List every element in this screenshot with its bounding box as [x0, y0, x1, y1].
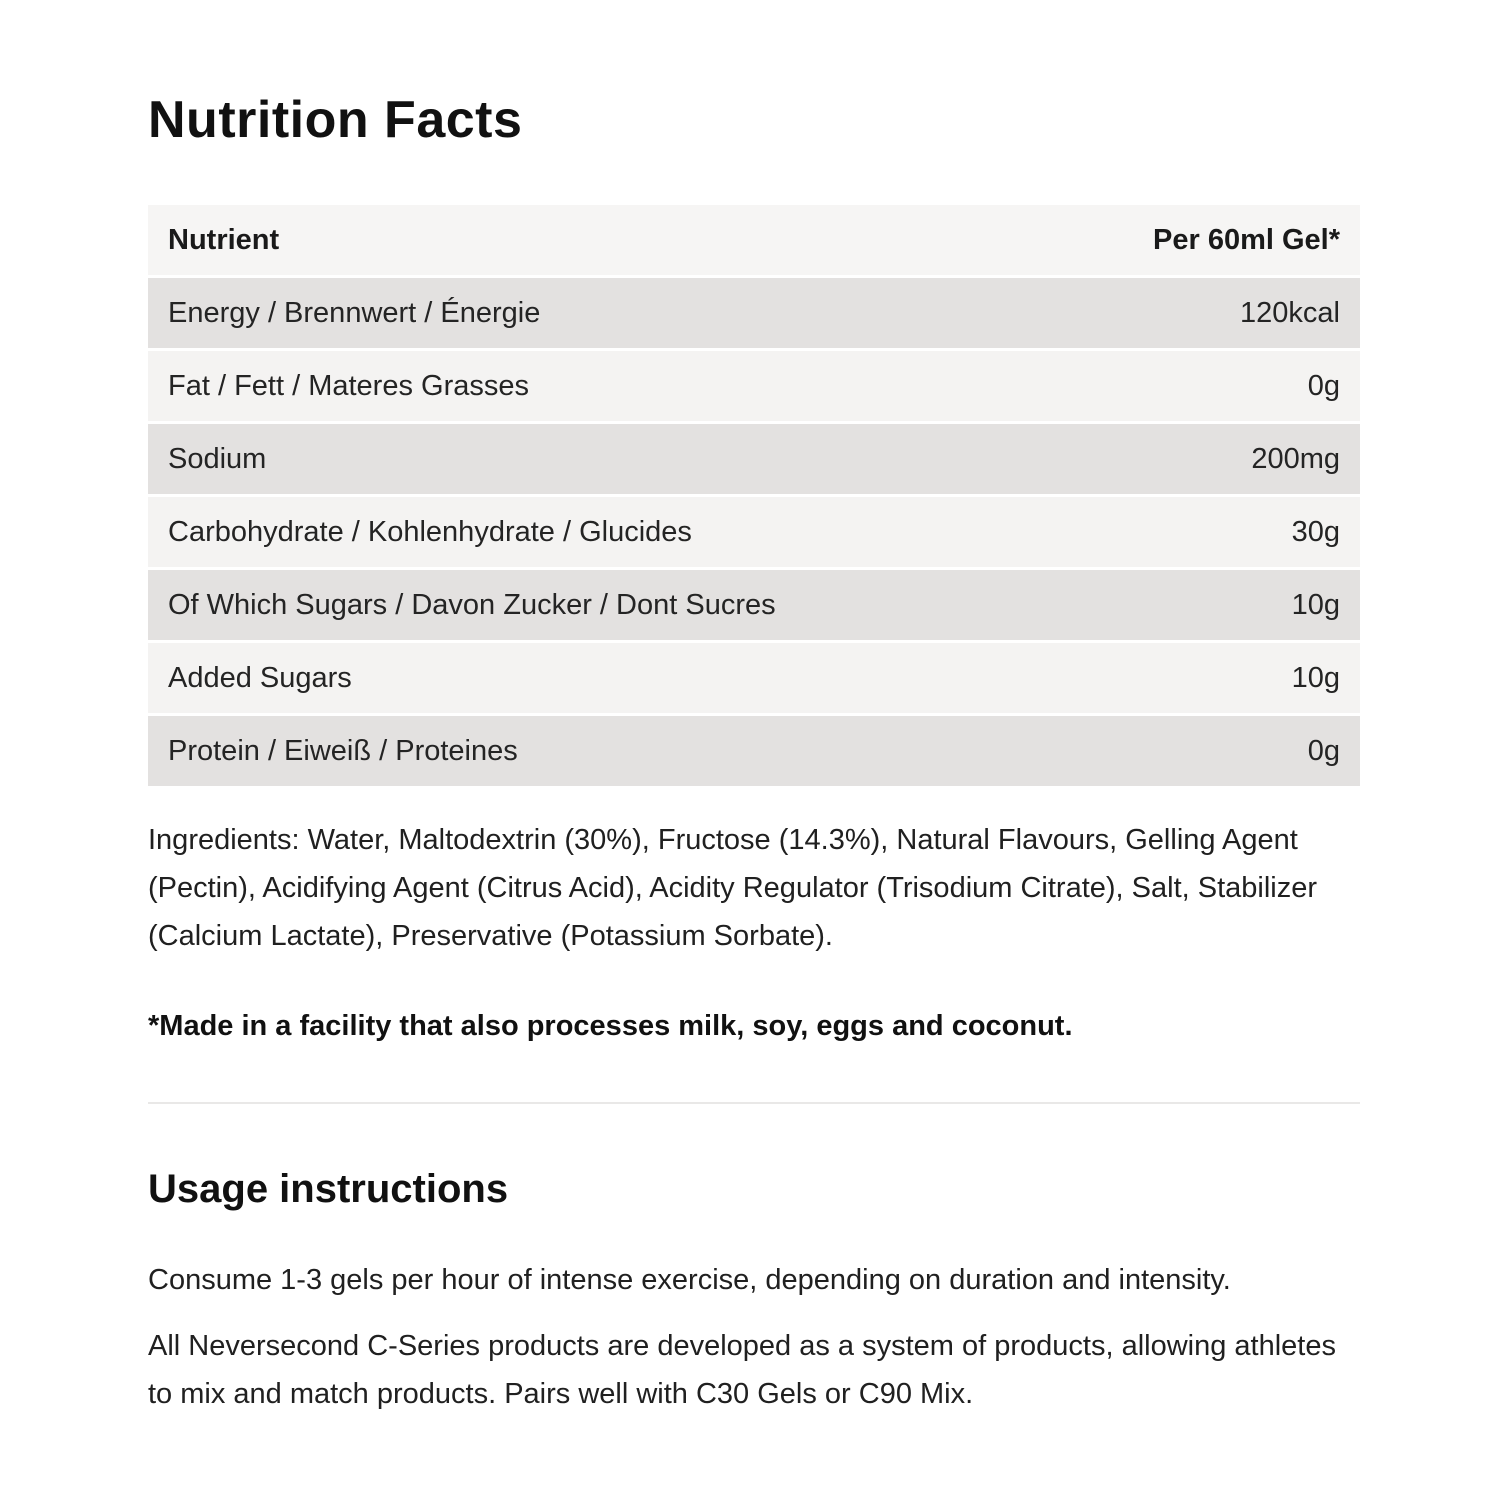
table-row-carbohydrate	[148, 497, 1360, 567]
table-row-added-sugars	[148, 643, 1360, 713]
usage-paragraph-cseries: All Neversecond C-Series products are developed as a system of products, allowing athletes to mix and match products. Pairs well with C30 Gels or C90 Mix.	[148, 1330, 1336, 1411]
table-row-sodium	[148, 424, 1360, 494]
row-label: Of Which Sugars / Davon Zucker / Dont Sucres	[168, 588, 776, 621]
usage-paragraph-consume: Consume 1-3 gels per hour of intense exercise, depending on duration and intensity.	[148, 1264, 1231, 1297]
row-value: 10g	[1291, 661, 1340, 694]
ingredients-text: Ingredients: Water, Maltodextrin (30%), Fructose (14.3%), Natural Flavours, Gelling Agent (Pectin), Acidifying Agent (Citrus Acid), Acidity Regulator (Trisodium Citrate), Salt, Stabilizer (Calcium Lactate), Preservative (Potassium Sorbate).	[148, 824, 1318, 953]
allergen-note: *Made in a facility that also processes milk, soy, eggs and coconut.	[148, 1010, 1073, 1043]
row-label: Protein / Eiweiß / Proteines	[168, 734, 518, 767]
row-value: 30g	[1291, 515, 1340, 548]
table-header-row	[148, 205, 1360, 275]
section-divider	[148, 1102, 1360, 1104]
row-label: Added Sugars	[168, 661, 352, 694]
nutrition-table	[148, 205, 1360, 786]
column-header-amount: Per 60ml Gel*	[1153, 223, 1340, 256]
column-header-nutrient: Nutrient	[168, 223, 280, 256]
row-value: 120kcal	[1240, 296, 1340, 329]
nutrition-facts-title: Nutrition Facts	[148, 91, 523, 149]
row-value: 10g	[1291, 588, 1340, 621]
row-value: 0g	[1307, 734, 1340, 767]
table-row-protein	[148, 716, 1360, 786]
row-label: Sodium	[168, 442, 267, 475]
row-label: Carbohydrate / Kohlenhydrate / Glucides	[168, 515, 692, 548]
row-label: Fat / Fett / Materes Grasses	[168, 369, 529, 402]
row-value: 0g	[1307, 369, 1340, 402]
table-row-energy	[148, 278, 1360, 348]
row-label: Energy / Brennwert / Énergie	[168, 296, 541, 329]
table-row-of-which-sugars	[148, 570, 1360, 640]
row-value: 200mg	[1251, 442, 1340, 475]
table-row-fat	[148, 351, 1360, 421]
usage-instructions-title: Usage instructions	[148, 1167, 509, 1212]
